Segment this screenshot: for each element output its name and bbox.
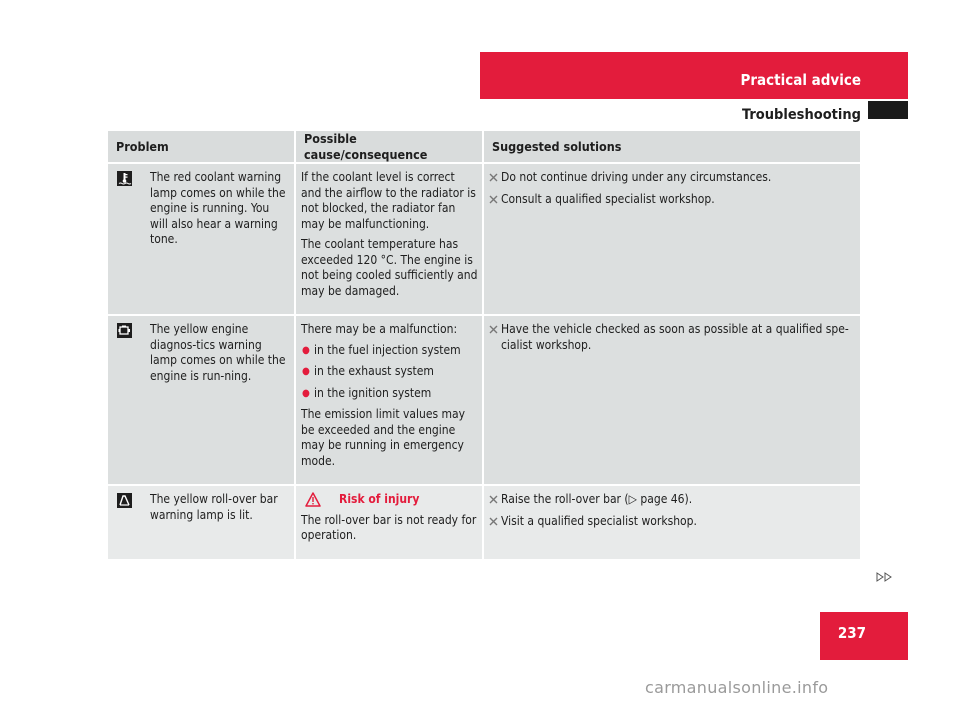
list-item (301, 343, 478, 359)
problem-text: The red coolant warning lamp comes on while the engine is running. You will also hear a warning tone. (150, 170, 286, 246)
problem-text: The yellow roll-over bar warning lamp is lit. (150, 492, 278, 522)
solution-text: Have the vehicle checked as soon as possible at a qualified spe-cialist workshop. (501, 322, 849, 352)
continued-arrows-icon (876, 572, 894, 582)
solution-step (489, 322, 856, 353)
table-row (108, 485, 860, 560)
cause-cell (295, 315, 483, 485)
list-item-text: in the fuel injection system (314, 342, 461, 357)
list-item-text: in the ignition system (314, 385, 432, 400)
table-header-row (108, 131, 860, 163)
list-item-text: in the exhaust system (314, 364, 434, 378)
warning-heading (301, 492, 478, 508)
column-header-problem: Problem (108, 131, 295, 163)
warning-title: Risk of injury (339, 492, 420, 506)
table-row (108, 315, 860, 485)
action-arrow-icon (489, 173, 498, 182)
solution-step (489, 192, 856, 208)
table-row (108, 163, 860, 315)
solutions-cell (483, 315, 860, 485)
cause-outro: The emission limit values may be exceeded and the engine may be running in emergency mode. (301, 407, 466, 468)
bullet-icon: ● (302, 387, 310, 399)
problem-text: The yellow engine diagnos-tics warning lamp comes on while the engine is run-ning. (150, 322, 286, 383)
cause-cell (295, 163, 483, 315)
cause-intro: There may be a malfunction: (301, 322, 458, 336)
bullet-icon: ● (302, 366, 310, 377)
solution-text: Do not continue driving under any circumstances. (501, 170, 772, 184)
rollover-bar-icon (117, 493, 132, 508)
problem-cell (108, 485, 295, 560)
section-title: Practical advice (740, 71, 861, 89)
list-item (301, 364, 478, 380)
action-arrow-icon (489, 495, 498, 504)
action-arrow-icon (489, 517, 498, 526)
page-number-box (820, 612, 908, 660)
warning-triangle-icon (305, 492, 321, 507)
list-item (301, 386, 478, 402)
solution-step (489, 492, 856, 508)
solution-step (489, 514, 856, 530)
coolant-warning-icon (117, 171, 132, 186)
action-arrow-icon (489, 195, 498, 204)
section-banner (480, 52, 908, 99)
column-header-cause: Possible cause/consequence (295, 131, 483, 163)
page-number: 237 (837, 624, 866, 642)
watermark: carmanualsonline.info (645, 678, 829, 697)
solution-text: Consult a qualified specialist workshop. (501, 191, 715, 206)
subsection-title: Troubleshooting (742, 107, 861, 123)
solutions-cell (483, 485, 860, 560)
troubleshooting-table (108, 131, 860, 561)
action-arrow-icon (489, 325, 498, 334)
cause-text: If the coolant level is correct and the airflow to the radiator is not blocked, the radiator fan may be malfunctioning. (301, 170, 476, 231)
cause-text: The roll-over bar is not ready for operation. (301, 512, 477, 542)
column-header-solutions: Suggested solutions (483, 131, 860, 163)
problem-cell (108, 163, 295, 315)
solution-text: Raise the roll-over bar (▷ page 46). (501, 492, 693, 506)
solution-step (489, 170, 856, 186)
header-marker (868, 101, 908, 119)
engine-diagnosis-icon (117, 323, 132, 338)
bullet-icon: ● (302, 344, 310, 356)
problem-cell (108, 315, 295, 485)
solutions-cell (483, 163, 860, 315)
cause-text: The coolant temperature has exceeded 120 °C. The engine is not being cooled sufficiently and may be damaged. (301, 237, 478, 298)
solution-text: Visit a qualified specialist workshop. (501, 513, 697, 528)
cause-cell (295, 485, 483, 560)
